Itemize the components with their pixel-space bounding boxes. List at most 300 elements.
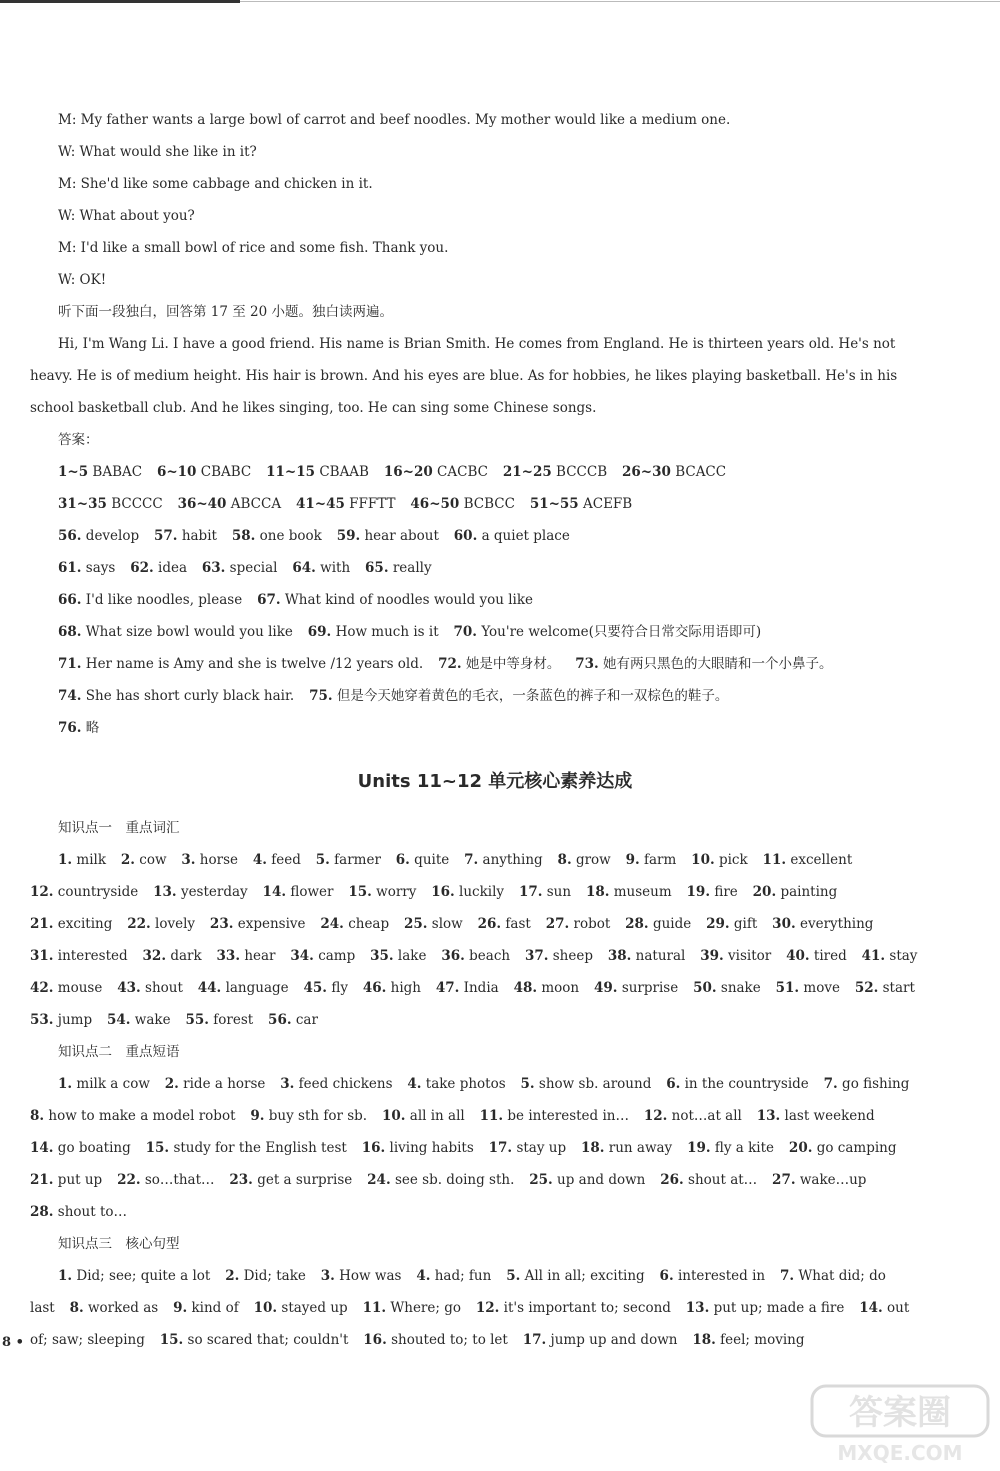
answer-line <box>30 490 880 522</box>
item-text: wake <box>134 1012 171 1028</box>
item-text: kind of <box>191 1300 239 1316</box>
item-text: not…at all <box>671 1108 742 1124</box>
item-text: so scared that; couldn't <box>187 1332 349 1348</box>
item-text: put up; made a fire <box>713 1300 845 1316</box>
answer-line <box>30 522 880 554</box>
item-number: 51~55 <box>529 496 579 512</box>
answer-line <box>30 846 880 878</box>
item-text: move <box>803 980 840 996</box>
item-number: 1~5 <box>58 464 89 480</box>
item-text: pick <box>718 852 748 868</box>
item-text: What size bowl would you like <box>85 624 293 640</box>
item-text: yesterday <box>180 884 248 900</box>
item-number: 15. <box>145 1140 170 1156</box>
item-number: 59. <box>336 528 361 544</box>
item-text: really <box>392 560 432 576</box>
item-text: go fishing <box>842 1076 910 1092</box>
item-text: lovely <box>155 916 196 932</box>
item-text: farmer <box>334 852 381 868</box>
item-number: 23. <box>229 1172 253 1188</box>
dialogue-line: W: What would she like in it? <box>58 144 257 160</box>
item-number: 13. <box>153 884 177 900</box>
item-number: 64. <box>292 560 316 576</box>
item-text: gift <box>733 916 758 932</box>
item-number: 15. <box>159 1332 184 1348</box>
item-text: develop <box>85 528 140 544</box>
item-number: 45. <box>303 980 328 996</box>
item-number: 53. <box>30 1012 54 1028</box>
item-number: 7. <box>823 1076 838 1092</box>
item-text: CBABC <box>200 464 252 480</box>
item-text: cow <box>139 852 167 868</box>
item-number: 18. <box>585 884 610 900</box>
item-number: 17. <box>488 1140 513 1156</box>
item-text: ABCCA <box>230 496 282 512</box>
item-text: feel; moving <box>720 1332 805 1348</box>
dialogue-line: W: What about you? <box>58 208 195 224</box>
answer-line <box>30 1294 910 1326</box>
item-number: 4. <box>407 1076 422 1092</box>
item-text: grow <box>575 852 611 868</box>
item-text: take photos <box>425 1076 506 1092</box>
item-number: 8. <box>557 852 572 868</box>
item-number: 7. <box>779 1268 795 1284</box>
item-number: 13. <box>756 1108 781 1124</box>
item-number: 27. <box>772 1172 796 1188</box>
item-number: 20. <box>752 884 777 900</box>
item-number: 13. <box>685 1300 710 1316</box>
item-number: 21. <box>30 1172 54 1188</box>
item-number: 24. <box>320 916 344 932</box>
item-text: beach <box>469 948 511 964</box>
monologue-line: Hi, I'm Wang Li. I have a good friend. His name is Brian Smith. He comes from England. He is thirteen years old. He's not <box>58 336 896 352</box>
item-number: 17. <box>518 884 543 900</box>
item-text: quite <box>414 852 450 868</box>
monologue-instruction: 听下面一段独白，回答第 17 至 20 小题。独白读两遍。 <box>58 304 394 320</box>
answer-line <box>30 1326 880 1358</box>
top-rule <box>0 0 240 3</box>
item-text: BCBCC <box>463 496 515 512</box>
item-text: visitor <box>728 948 772 964</box>
item-text: painting <box>780 884 838 900</box>
monologue-line: school basketball club. And he likes singing, too. He can sing some Chinese songs. <box>30 400 597 416</box>
item-text: jump <box>57 1012 93 1028</box>
answer-line <box>30 682 880 714</box>
item-number: 71. <box>58 656 82 672</box>
section-title: 知识点三 核心句型 <box>58 1236 180 1252</box>
item-text: of; saw; sleeping <box>30 1332 145 1348</box>
item-number: 58. <box>231 528 256 544</box>
item-number: 36~40 <box>177 496 227 512</box>
item-text: museum <box>613 884 672 900</box>
item-number: 26. <box>477 916 502 932</box>
item-number: 6. <box>395 852 410 868</box>
item-number: 62. <box>130 560 154 576</box>
item-number: 27. <box>545 916 570 932</box>
item-number: 6. <box>659 1268 674 1284</box>
watermark-url: MXQE.COM <box>837 1441 963 1465</box>
item-text: sun <box>546 884 572 900</box>
item-text: expensive <box>237 916 306 932</box>
item-number: 70. <box>453 624 478 640</box>
item-number: 9. <box>173 1300 188 1316</box>
item-text: natural <box>635 948 686 964</box>
item-text: buy sth for sb. <box>268 1108 368 1124</box>
item-number: 11. <box>479 1108 504 1124</box>
item-number: 12. <box>643 1108 668 1124</box>
item-text: Did; see; quite a lot <box>76 1268 211 1284</box>
item-number: 10. <box>691 852 715 868</box>
item-text: everything <box>799 916 874 932</box>
section-title: 知识点一 重点词汇 <box>58 820 180 836</box>
item-number: 10. <box>253 1300 278 1316</box>
item-text: had; fun <box>434 1268 492 1284</box>
item-text: worry <box>376 884 417 900</box>
item-text: ACEFB <box>583 496 633 512</box>
item-number: 21~25 <box>502 464 552 480</box>
item-number: 48. <box>513 980 538 996</box>
item-text: says <box>85 560 116 576</box>
item-text: fast <box>505 916 531 932</box>
item-number: 76. <box>58 720 82 736</box>
item-number: 73. <box>575 656 599 672</box>
item-number: 36. <box>441 948 465 964</box>
item-text: CBAAB <box>319 464 369 480</box>
item-text: flower <box>290 884 334 900</box>
item-number: 26. <box>660 1172 684 1188</box>
item-number: 1. <box>58 1268 73 1284</box>
item-number: 69. <box>307 624 332 640</box>
monologue-block <box>30 330 898 426</box>
item-number: 3. <box>181 852 196 868</box>
item-number: 11~15 <box>266 464 316 480</box>
item-number: 10. <box>381 1108 406 1124</box>
item-number: 43. <box>117 980 141 996</box>
item-text: BCCCB <box>556 464 608 480</box>
item-text: so…that… <box>144 1172 215 1188</box>
answer-line <box>30 942 918 974</box>
item-text: shout <box>145 980 183 996</box>
item-number: 19. <box>687 1140 711 1156</box>
answers-block <box>30 458 880 746</box>
item-number: 25. <box>404 916 428 932</box>
item-text: milk <box>76 852 107 868</box>
item-number: 66. <box>58 592 82 608</box>
item-number: 39. <box>700 948 724 964</box>
answer-line <box>30 974 915 1006</box>
item-text: dark <box>170 948 202 964</box>
dialogue-line: W: OK! <box>58 272 107 288</box>
item-number: 56. <box>268 1012 292 1028</box>
item-number: 26~30 <box>622 464 671 480</box>
item-number: 18. <box>692 1332 716 1348</box>
item-number: 12. <box>30 884 54 900</box>
item-number: 16. <box>431 884 455 900</box>
watermark-logo <box>808 1380 994 1466</box>
item-text: start <box>882 980 915 996</box>
item-number: 44. <box>197 980 222 996</box>
item-text: luckily <box>459 884 505 900</box>
item-number: 31~35 <box>58 496 107 512</box>
item-text: cheap <box>348 916 390 932</box>
item-number: 16. <box>361 1140 386 1156</box>
item-text: worked as <box>88 1300 159 1316</box>
answer-line <box>30 878 880 910</box>
item-number: 8. <box>69 1300 84 1316</box>
item-number: 11. <box>762 852 787 868</box>
answer-line <box>30 1006 880 1038</box>
item-text: 但是今天她穿着黄色的毛衣，一条蓝色的裤子和一双棕色的鞋子。 <box>336 688 729 704</box>
item-text: All in all; exciting <box>524 1268 645 1284</box>
item-text: out <box>887 1300 910 1316</box>
item-number: 40. <box>786 948 810 964</box>
item-text: You're welcome(只要符合日常交际用语即可) <box>481 624 762 640</box>
item-text: stay up <box>516 1140 567 1156</box>
answer-line <box>30 910 880 942</box>
item-number: 51. <box>775 980 800 996</box>
item-number: 37. <box>524 948 549 964</box>
item-number: 24. <box>367 1172 391 1188</box>
item-text: mouse <box>57 980 103 996</box>
item-number: 74. <box>58 688 82 704</box>
item-text: see sb. doing sth. <box>394 1172 515 1188</box>
answer-line <box>30 1102 880 1134</box>
answer-line <box>30 1166 880 1198</box>
item-number: 54. <box>107 1012 131 1028</box>
item-text: BCCCC <box>111 496 163 512</box>
item-number: 46~50 <box>410 496 460 512</box>
item-text: slow <box>431 916 463 932</box>
item-text: shout to… <box>57 1204 128 1220</box>
item-text: 她有两只黑色的大眼睛和一个小鼻子。 <box>603 656 833 672</box>
item-text: milk a cow <box>76 1076 150 1092</box>
item-number: 30. <box>772 916 796 932</box>
item-text: 略 <box>85 720 100 736</box>
item-text: living habits <box>389 1140 474 1156</box>
item-number: 3. <box>280 1076 295 1092</box>
item-text: I'd like noodles, please <box>85 592 243 608</box>
answer-line <box>30 554 880 586</box>
item-text: exciting <box>57 916 113 932</box>
item-number: 22. <box>117 1172 141 1188</box>
item-number: 68. <box>58 624 82 640</box>
item-text: be interested in… <box>507 1108 629 1124</box>
item-text: sheep <box>552 948 593 964</box>
item-text: one book <box>259 528 322 544</box>
item-text: car <box>295 1012 318 1028</box>
item-number: 63. <box>201 560 226 576</box>
item-text: habit <box>181 528 217 544</box>
item-number: 38. <box>607 948 632 964</box>
item-number: 57. <box>154 528 178 544</box>
answer-line <box>30 458 880 490</box>
item-number: 33. <box>216 948 241 964</box>
item-number: 16~20 <box>383 464 433 480</box>
item-text: BABAC <box>92 464 143 480</box>
item-number: 35. <box>370 948 394 964</box>
item-number: 6. <box>666 1076 681 1092</box>
item-number: 18. <box>580 1140 605 1156</box>
item-text: robot <box>573 916 611 932</box>
item-text: with <box>320 560 351 576</box>
answer-line <box>30 1134 897 1166</box>
item-text: 她是中等身材。 <box>465 656 561 672</box>
item-number: 1. <box>58 1076 73 1092</box>
item-number: 29. <box>706 916 730 932</box>
item-number: 19. <box>686 884 711 900</box>
item-number: 16. <box>363 1332 387 1348</box>
item-number: 25. <box>529 1172 553 1188</box>
item-number: 55. <box>185 1012 209 1028</box>
page-number: 8 • <box>2 1335 24 1350</box>
item-number: 14. <box>859 1300 883 1316</box>
item-text: special <box>229 560 278 576</box>
item-text: How was <box>339 1268 402 1284</box>
item-text: hear <box>244 948 276 964</box>
item-number: 22. <box>127 916 151 932</box>
item-text: moon <box>541 980 580 996</box>
item-text: Did; take <box>243 1268 306 1284</box>
sections-block <box>30 814 918 1358</box>
item-number: 60. <box>453 528 478 544</box>
item-text: CACBC <box>437 464 488 480</box>
item-number: 23. <box>209 916 234 932</box>
item-text: surprise <box>621 980 679 996</box>
unit-heading: Units 11~12 单元核心素养达成 <box>357 771 633 792</box>
watermark-text: 答案圈 <box>849 1393 951 1433</box>
answer-line <box>30 714 880 746</box>
item-number: 20. <box>788 1140 813 1156</box>
item-number: 12. <box>475 1300 500 1316</box>
section-title: 知识点二 重点短语 <box>58 1044 180 1060</box>
item-text: forest <box>213 1012 254 1028</box>
item-number: 15. <box>348 884 372 900</box>
answer-line <box>30 618 880 650</box>
answer-line <box>30 1070 910 1102</box>
item-text: Her name is Amy and she is twelve /12 years old. <box>85 656 424 672</box>
item-text: She has short curly black hair. <box>85 688 295 704</box>
item-text: interested <box>57 948 128 964</box>
item-number: 4. <box>252 852 267 868</box>
item-text: BCACC <box>675 464 727 480</box>
item-number: 17. <box>522 1332 547 1348</box>
item-text: camp <box>318 948 356 964</box>
item-number: 72. <box>438 656 462 672</box>
item-text: wake…up <box>799 1172 867 1188</box>
item-number: 42. <box>30 980 54 996</box>
item-text: guide <box>652 916 692 932</box>
item-number: 7. <box>464 852 479 868</box>
item-number: 14. <box>30 1140 54 1156</box>
item-text: idea <box>158 560 187 576</box>
item-number: 21. <box>30 916 54 932</box>
item-text: lake <box>397 948 427 964</box>
answer-line <box>30 586 880 618</box>
top-hairline <box>240 1 1000 2</box>
item-number: 31. <box>30 948 54 964</box>
item-number: 47. <box>435 980 460 996</box>
item-text: snake <box>720 980 761 996</box>
item-number: 41~45 <box>295 496 345 512</box>
dialogue-line: M: My father wants a large bowl of carrot and beef noodles. My mother would like a medium one. <box>58 112 731 128</box>
item-text: stayed up <box>281 1300 348 1316</box>
item-text: put up <box>57 1172 103 1188</box>
item-text: fly a kite <box>714 1140 775 1156</box>
item-text: go boating <box>57 1140 131 1156</box>
item-number: 11. <box>362 1300 387 1316</box>
item-text: What did; do <box>798 1268 886 1284</box>
item-text: excellent <box>790 852 853 868</box>
item-text: all in all <box>409 1108 465 1124</box>
item-text: fly <box>331 980 348 996</box>
item-number: 46. <box>362 980 387 996</box>
item-number: 5. <box>506 1268 521 1284</box>
item-text: in the countryside <box>684 1076 809 1092</box>
item-text: high <box>390 980 421 996</box>
item-number: 9. <box>250 1108 265 1124</box>
item-text: feed chickens <box>298 1076 393 1092</box>
dialogue-line: M: I'd like a small bowl of rice and some fish. Thank you. <box>58 240 449 256</box>
monologue-line: heavy. He is of medium height. His hair is brown. And his eyes are blue. As for hobbies, he likes playing basketball. He's in his <box>30 368 898 384</box>
answer-line <box>30 1262 886 1294</box>
item-text: how to make a model robot <box>48 1108 236 1124</box>
item-text: language <box>225 980 289 996</box>
item-text: interested in <box>677 1268 766 1284</box>
item-text: horse <box>199 852 238 868</box>
item-text: it's important to; second <box>503 1300 671 1316</box>
item-text: stay <box>889 948 918 964</box>
item-number: 3. <box>320 1268 335 1284</box>
item-number: 28. <box>30 1204 54 1220</box>
dialogue-block <box>30 106 880 298</box>
item-number: 9. <box>625 852 640 868</box>
item-text: tired <box>813 948 847 964</box>
item-number: 14. <box>262 884 287 900</box>
item-number: 5. <box>315 852 330 868</box>
item-number: 41. <box>861 948 886 964</box>
item-number: 1. <box>58 852 73 868</box>
item-text: India <box>463 980 499 996</box>
item-text: How much is it <box>335 624 439 640</box>
item-text: go camping <box>816 1140 897 1156</box>
item-number: 2. <box>120 852 135 868</box>
item-number: 65. <box>365 560 389 576</box>
item-text: Where; go <box>390 1300 461 1316</box>
item-text: ride a horse <box>183 1076 266 1092</box>
item-text: run away <box>608 1140 673 1156</box>
item-number: 6~10 <box>156 464 197 480</box>
item-number: 52. <box>854 980 879 996</box>
item-text: anything <box>482 852 543 868</box>
item-text: show sb. around <box>538 1076 652 1092</box>
item-number: 61. <box>58 560 82 576</box>
item-text: farm <box>643 852 677 868</box>
item-text: last <box>30 1300 55 1316</box>
item-text: get a surprise <box>257 1172 353 1188</box>
item-text: up and down <box>557 1172 646 1188</box>
item-number: 2. <box>164 1076 179 1092</box>
item-text: a quiet place <box>481 528 570 544</box>
item-text: jump up and down <box>550 1332 678 1348</box>
item-number: 5. <box>520 1076 535 1092</box>
item-number: 67. <box>257 592 281 608</box>
item-number: 4. <box>416 1268 431 1284</box>
item-number: 8. <box>30 1108 45 1124</box>
page-content <box>30 106 918 1358</box>
item-text: study for the English test <box>173 1140 347 1156</box>
answer-line <box>30 650 880 682</box>
item-text: What kind of noodles would you like <box>284 592 534 608</box>
